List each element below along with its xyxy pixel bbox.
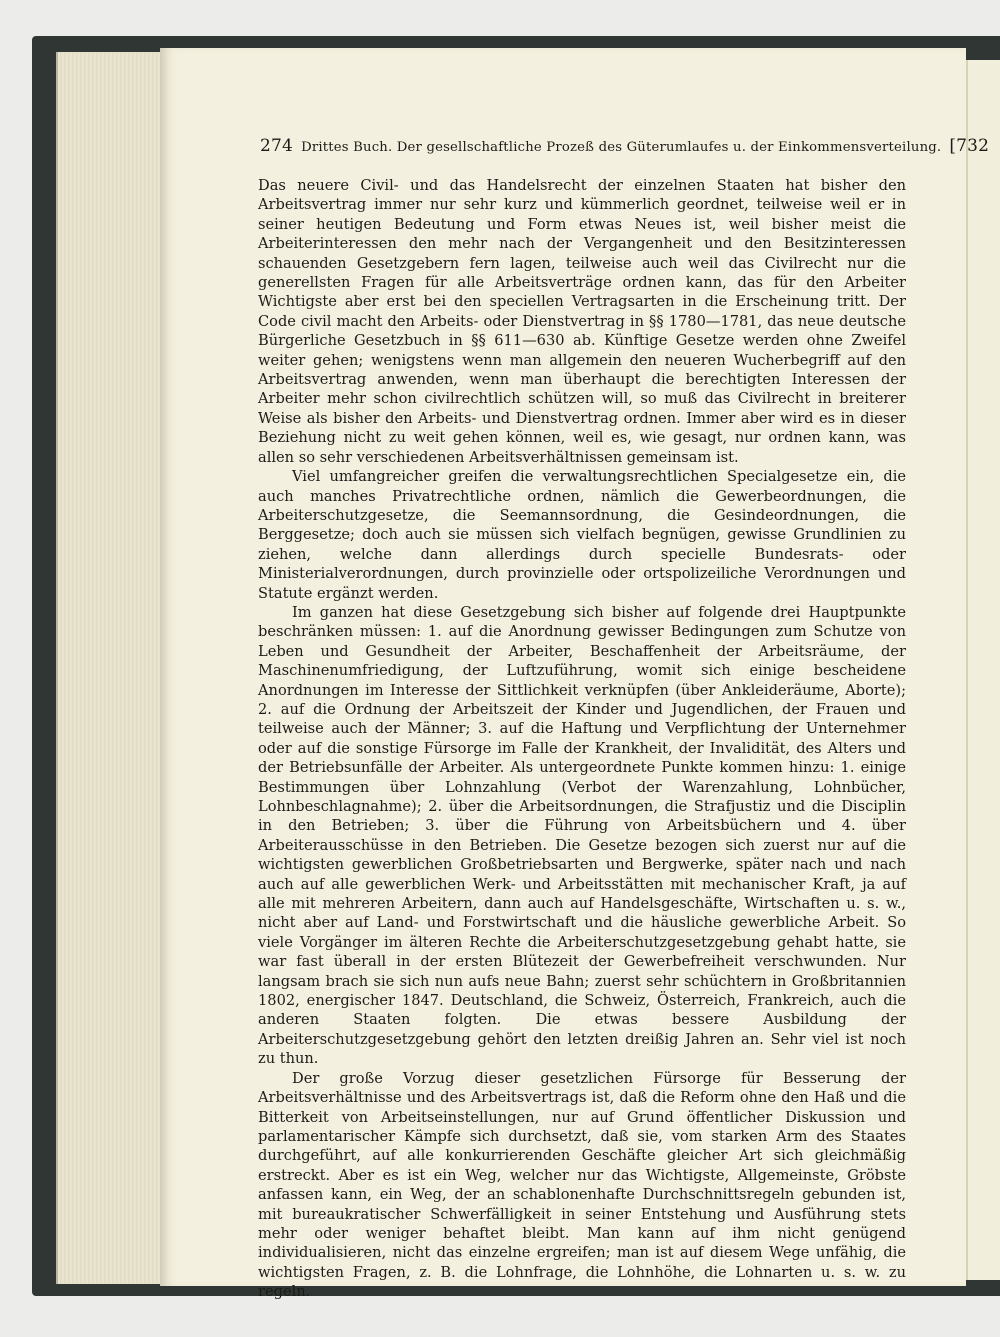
paragraph: Viel umfangreicher greifen die verwaltungsrechtlichen Specialgesetze ein, die auch manches Privatrechtliche ordnen, nämlich die Gewerbeordnungen, die Arbeiterschutzgesetze, die Seemannsordnung, die Gesindeordnungen, die Berggesetze; doch auch sie müssen sich vielfach begnügen, gewisse Grundlinien zu ziehen, welche dann allerdings durch specielle Bundesrats- oder Ministerialverordnungen, durch provinzielle oder ortspolizeiliche Verordnungen und Statute ergänzt werden. [258, 468, 906, 602]
facing-page-edge [966, 60, 1000, 1280]
folio-number: [732 [949, 136, 990, 156]
page-number: 274 [260, 136, 294, 156]
paragraph: Das neuere Civil- und das Handelsrecht der einzelnen Staaten hat bisher den Arbeitsvertrag immer nur sehr kurz und kümmerlich geordnet, teilweise weil er in seiner heutigen Bedeutung und Form etwas Neues ist, weil bisher meist die Arbeiterinteressen den mehr nach der Vergangenheit und den Besitzinteressen schauenden Gesetzgebern fern lagen, teilweise auch weil das Civilrecht nur die generellsten Fragen für alle Arbeitsverträge ordnen kann, das für den Arbeiter Wichtigste aber erst bei den speciellen Vertragsarten in die Erscheinung tritt. Der Code civil macht den Arbeits- oder Dienstvertrag in §§ 1780—1781, das neue deutsche Bürgerliche Gesetzbuch in §§ 611—630 ab. Künftige Gesetze werden ohne Zweifel weiter gehen; wenigstens wenn man allgemein den neueren Wucherbegriff auf den Arbeitsvertrag anwenden, wenn man überhaupt die berechtigten Interessen der Arbeiter mehr schon civilrechtlich schützen will, so muß das Civilrecht in breiterer Weise als bisher den Arbeits- und Dienstvertrag ordnen. Immer aber wird es in dieser Beziehung nicht zu weit gehen können, weil es, wie gesagt, nur ordnen kann, was allen so sehr verschiedenen Arbeitsverhältnissen gemeinsam ist. [258, 177, 906, 466]
paragraph: Der große Vorzug dieser gesetzlichen Fürsorge für Besserung der Arbeitsverhältnisse und des Arbeitsvertrags ist, daß die Reform ohne den Haß und die Bitterkeit von Arbeitseinstellungen, nur auf Grund öffentlicher Diskussion und parlamentarischer Kämpfe sich durchsetzt, daß sie, vom starken Arm des Staates durchgeführt, auf alle konkurrierenden Geschäfte gleicher Art sich gleichmäßig erstreckt. Aber es ist ein Weg, welcher nur das Wichtigste, Allgemeinste, Gröbste anfassen kann, ein Weg, der an schablonenhafte Durchschnittsregeln gebunden ist, mit bureaukratischer Schwerfälligkeit in seiner Entstehung und Ausführung stets mehr oder weniger behaftet bleibt. Man kann auf ihm nicht genügend individualisieren, nicht das einzelne ergreifen; man ist auf diesem Wege unfähig, die wichtigsten Fragen, z. B. die Lohnfrage, die Lohnhöhe, die Lohnarten u. s. w. zu regeln. [258, 1069, 906, 1301]
page-edges [56, 52, 168, 1284]
running-title: Drittes Buch. Der gesellschaftliche Prozeß des Güterumlaufes u. der Einkommensverteilung. [301, 140, 942, 155]
page-header [260, 136, 990, 156]
paragraph: Im ganzen hat diese Gesetzgebung sich bisher auf folgende drei Hauptpunkte beschränken müssen: 1. auf die Anordnung gewisser Bedingungen zum Schutze von Leben und Gesundheit der Arbeiter, Beschaffenheit der Arbeitsräume, der Maschinenumfriedigung, der Luftzuführung, womit sich einige bescheidene Anordnungen im Interesse der Sittlichkeit verknüpfen (über Ankleideräume, Aborte); 2. auf die Ordnung der Arbeitszeit der Kinder und Jugendlichen, der Frauen und teilweise auch der Männer; 3. auf die Haftung und Verpflichtung der Unternehmer oder auf die sonstige Fürsorge im Falle der Krankheit, der Invalidität, des Alters und der Betriebsunfälle der Arbeiter. Als untergeordnete Punkte kommen hinzu: 1. einige Bestimmungen über Lohnzahlung (Verbot der Warenzahlung, Lohnbücher, Lohnbeschlagnahme); 2. über die Arbeitsordnungen, die Strafjustiz und die Disciplin in den Betrieben; 3. über die Führung von Arbeitsbüchern und 4. über Arbeiterausschüsse in den Betrieben. Die Gesetze bezogen sich zuerst nur auf die wichtigsten gewerblichen Großbetriebsarten und Bergwerke, später nach und nach auch auf alle gewerblichen Werk- und Arbeitsstätten mit mechanischer Kraft, ja auf alle mit mehreren Arbeitern, dann auch auf Handelsgeschäfte, Wirtschaften u. s. w., nicht aber auf Land- und Forstwirtschaft und die häusliche gewerbliche Arbeit. So viele Vorgänger im älteren Rechte die Arbeiterschutzgesetzgebung gehabt hatte, sie war fast überall in der ersten Blütezeit der Gewerbefreiheit verschwunden. Nur langsam brach sie sich nun aufs neue Bahn; zuerst sehr schüchtern in Großbritannien 1802, energischer 1847. Deutschland, die Schweiz, Österreich, Frankreich, auch die anderen Staaten folgten. Die etwas bessere Ausbildung der Arbeiterschutzgesetzgebung gehört den letzten dreißig Jahren an. Sehr viel ist noch zu thun. [258, 603, 906, 1068]
body-text [258, 176, 906, 1302]
